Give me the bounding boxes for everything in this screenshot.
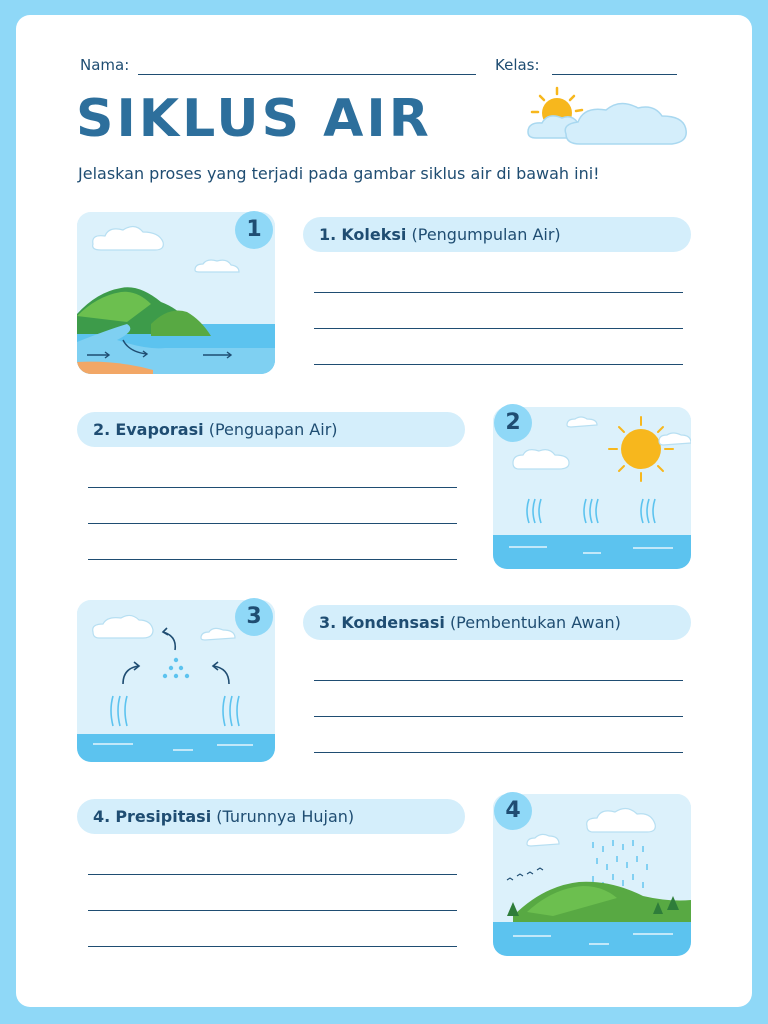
step-1-prefix: 1. bbox=[319, 225, 337, 244]
class-label: Kelas: bbox=[495, 56, 540, 74]
step-4-prefix: 4. bbox=[93, 807, 111, 826]
instruction-text: Jelaskan proses yang terjadi pada gambar siklus air di bawah ini! bbox=[78, 164, 600, 183]
step-number-badge: 1 bbox=[235, 211, 273, 249]
name-field-line[interactable] bbox=[138, 74, 476, 75]
answer-line[interactable] bbox=[314, 680, 683, 681]
answer-line[interactable] bbox=[314, 752, 683, 753]
step-3-heading bbox=[303, 605, 691, 640]
class-field-line[interactable] bbox=[552, 74, 677, 75]
step-2-term: Evaporasi bbox=[115, 420, 204, 439]
step-2-prefix: 2. bbox=[93, 420, 111, 439]
step-2-desc: (Penguapan Air) bbox=[208, 420, 338, 439]
answer-line[interactable] bbox=[88, 559, 457, 560]
answer-line[interactable] bbox=[314, 364, 683, 365]
step-number-badge: 3 bbox=[235, 598, 273, 636]
step-1-heading bbox=[303, 217, 691, 252]
answer-line[interactable] bbox=[314, 716, 683, 717]
answer-line[interactable] bbox=[314, 328, 683, 329]
name-label: Nama: bbox=[80, 56, 130, 74]
answer-line[interactable] bbox=[88, 523, 457, 524]
answer-line[interactable] bbox=[88, 487, 457, 488]
step-1-term: Koleksi bbox=[341, 225, 407, 244]
answer-line[interactable] bbox=[88, 874, 457, 875]
step-4-term: Presipitasi bbox=[115, 807, 212, 826]
step-3-prefix: 3. bbox=[319, 613, 337, 632]
step-4-heading bbox=[77, 799, 465, 834]
step-1-desc: (Pengumpulan Air) bbox=[411, 225, 561, 244]
page-title: SIKLUS AIR bbox=[76, 89, 432, 149]
answer-line[interactable] bbox=[314, 292, 683, 293]
step-2-heading bbox=[77, 412, 465, 447]
answer-line[interactable] bbox=[88, 946, 457, 947]
step-number-badge: 4 bbox=[494, 792, 532, 830]
step-4-desc: (Turunnya Hujan) bbox=[216, 807, 355, 826]
answer-line[interactable] bbox=[88, 910, 457, 911]
sun-cloud-icon bbox=[522, 86, 692, 156]
step-3-term: Kondensasi bbox=[341, 613, 445, 632]
step-3-desc: (Pembentukan Awan) bbox=[449, 613, 621, 632]
step-number-badge: 2 bbox=[494, 404, 532, 442]
